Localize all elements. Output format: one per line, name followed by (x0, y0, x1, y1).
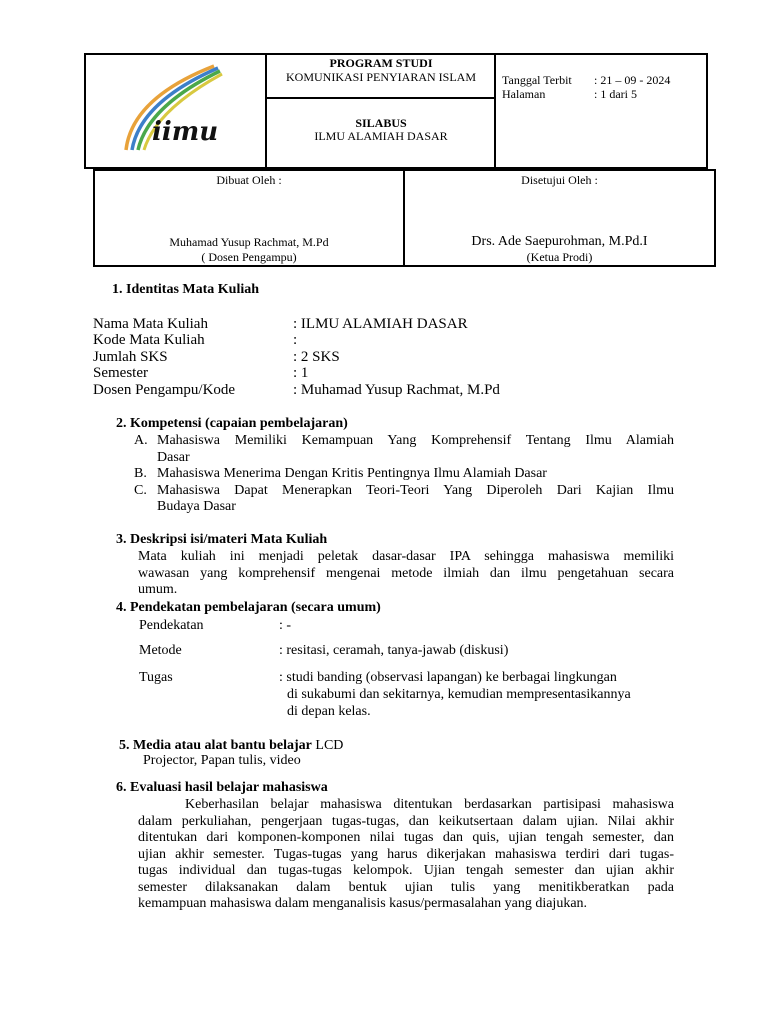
program-name: KOMUNIKASI PENYIARAN ISLAM (285, 70, 476, 84)
approach-value-2-line3: di depan kelas. (287, 704, 371, 719)
list-item-line1: Mahasiswa Menerima Dengan Kritis Pentingnya Ilmu Alamiah Dasar (157, 466, 547, 481)
approved-by-name: Drs. Ade Saepurohman, M.Pd.I (471, 234, 648, 249)
header-divider-1 (265, 53, 267, 169)
approach-value-1: : resitasi, ceramah, tanya-jawab (diskusi) (279, 643, 509, 658)
issue-date-label: Tanggal Terbit (502, 73, 572, 87)
identity-label-1: Kode Mata Kuliah (93, 332, 205, 348)
approach-label-2: Tugas (139, 670, 173, 685)
doc-course-title: ILMU ALAMIAH DASAR (314, 129, 448, 143)
page-label: Halaman (502, 87, 546, 101)
competency-list (134, 433, 674, 516)
description-line: umum. (138, 582, 178, 597)
made-by-role: ( Dosen Pengampu) (201, 250, 297, 264)
identity-label-3: Semester (93, 365, 148, 381)
evaluation-line: ditentukan dari komponen-komponen nilai tugas dan quis, ujian tengah semester, dan (138, 830, 674, 845)
approved-by-role: (Ketua Prodi) (526, 250, 593, 264)
evaluation-paragraph (138, 797, 674, 913)
list-marker: A. (134, 433, 148, 448)
section5-inline-text: LCD (311, 738, 344, 753)
description-paragraph (138, 549, 674, 599)
identity-value-4: : Muhamad Yusup Rachmat, M.Pd (293, 382, 500, 398)
doc-type: SILABUS (355, 116, 407, 130)
approach-value-2-line2: di sukabumi dan sekitarnya, kemudian mempresentasikannya (287, 687, 631, 702)
made-by-name: Muhamad Yusup Rachmat, M.Pd (169, 235, 329, 249)
list-item (134, 483, 674, 516)
evaluation-line: semester dilaksanakan dalam bentuk ujian tulis yang menitikberatkan pada (138, 879, 674, 895)
description-line: Mata kuliah ini menjadi peletak dasar-dasar IPA sehingga mahasiswa memiliki (138, 549, 674, 564)
approved-by-label: Disetujui Oleh : (521, 173, 598, 187)
svg-text:iimu: iimu (152, 117, 219, 147)
section3-heading: 3. Deskripsi isi/materi Mata Kuliah (116, 532, 328, 547)
section2-heading: 2. Kompetensi (capaian pembelajaran) (116, 416, 348, 431)
list-item-line2: Budaya Dasar (157, 499, 236, 514)
evaluation-line: dalam perkuliahan, pengerjaan tugas-tugas, dan keikutsertaan dalam ujian. Nilai akhir (138, 813, 674, 829)
section5-heading: 5. Media atau alat bantu belajar (119, 738, 312, 753)
header-middle-divider (265, 97, 496, 99)
made-by-label: Dibuat Oleh : (216, 173, 282, 187)
section6-heading: 6. Evaluasi hasil belajar mahasiswa (116, 780, 328, 795)
header-divider-2 (494, 53, 496, 169)
identity-label-0: Nama Mata Kuliah (93, 316, 208, 332)
section5-line2: Projector, Papan tulis, video (143, 753, 301, 768)
page-value: : 1 dari 5 (594, 87, 637, 101)
list-item-line2: Dasar (157, 449, 190, 465)
list-marker: B. (134, 466, 147, 481)
approach-label-1: Metode (139, 643, 182, 658)
evaluation-line: ujian akhir semester. Tugas-tugas yang harus dikerjakan mahasiswa terdiri dari tugas- (138, 846, 674, 862)
identity-label-4: Dosen Pengampu/Kode (93, 382, 236, 398)
list-item (134, 466, 674, 483)
list-item-line1: Mahasiswa Memiliki Kemampuan Yang Komprehensif Tentang Ilmu Alamiah (157, 433, 674, 448)
evaluation-line: tugas individual dan tugas-tugas kelompok. Ujian tengah semester dan ujian akhir (138, 863, 674, 878)
evaluation-line: Keberhasilan belajar mahasiswa ditentukan berdasarkan partisipasi mahasiswa (185, 797, 674, 812)
section4-heading: 4. Pendekatan pembelajaran (secara umum) (116, 600, 381, 615)
list-marker: C. (134, 482, 147, 498)
approach-value-0: : - (279, 618, 292, 633)
list-item-line1: Mahasiswa Dapat Menerapkan Teori-Teori Yang Diperoleh Dari Kajian Ilmu (157, 482, 674, 498)
identity-label-2: Jumlah SKS (93, 349, 168, 365)
issue-date-value: : 21 – 09 - 2024 (594, 73, 671, 87)
university-logo (112, 58, 236, 158)
program-label: PROGRAM STUDI (329, 56, 433, 70)
approach-label-0: Pendekatan (139, 618, 204, 633)
section1-heading: 1. Identitas Mata Kuliah (112, 282, 260, 297)
description-line: wawasan yang komprehensif mengenai metode ilmiah dan ilmu pengetahuan secara (138, 565, 674, 581)
identity-value-0: : ILMU ALAMIAH DASAR (293, 316, 468, 332)
approach-value-2-line1: : studi banding (observasi lapangan) ke berbagai lingkungan (279, 670, 617, 685)
identity-value-2: : 2 SKS (293, 349, 340, 365)
evaluation-line: kemampuan mahasiswa dalam menganalisis kasus/permasalahan yang diajukan. (138, 896, 588, 911)
list-item (134, 433, 674, 466)
identity-value-1: : (293, 332, 298, 348)
identity-value-3: : 1 (293, 365, 309, 381)
